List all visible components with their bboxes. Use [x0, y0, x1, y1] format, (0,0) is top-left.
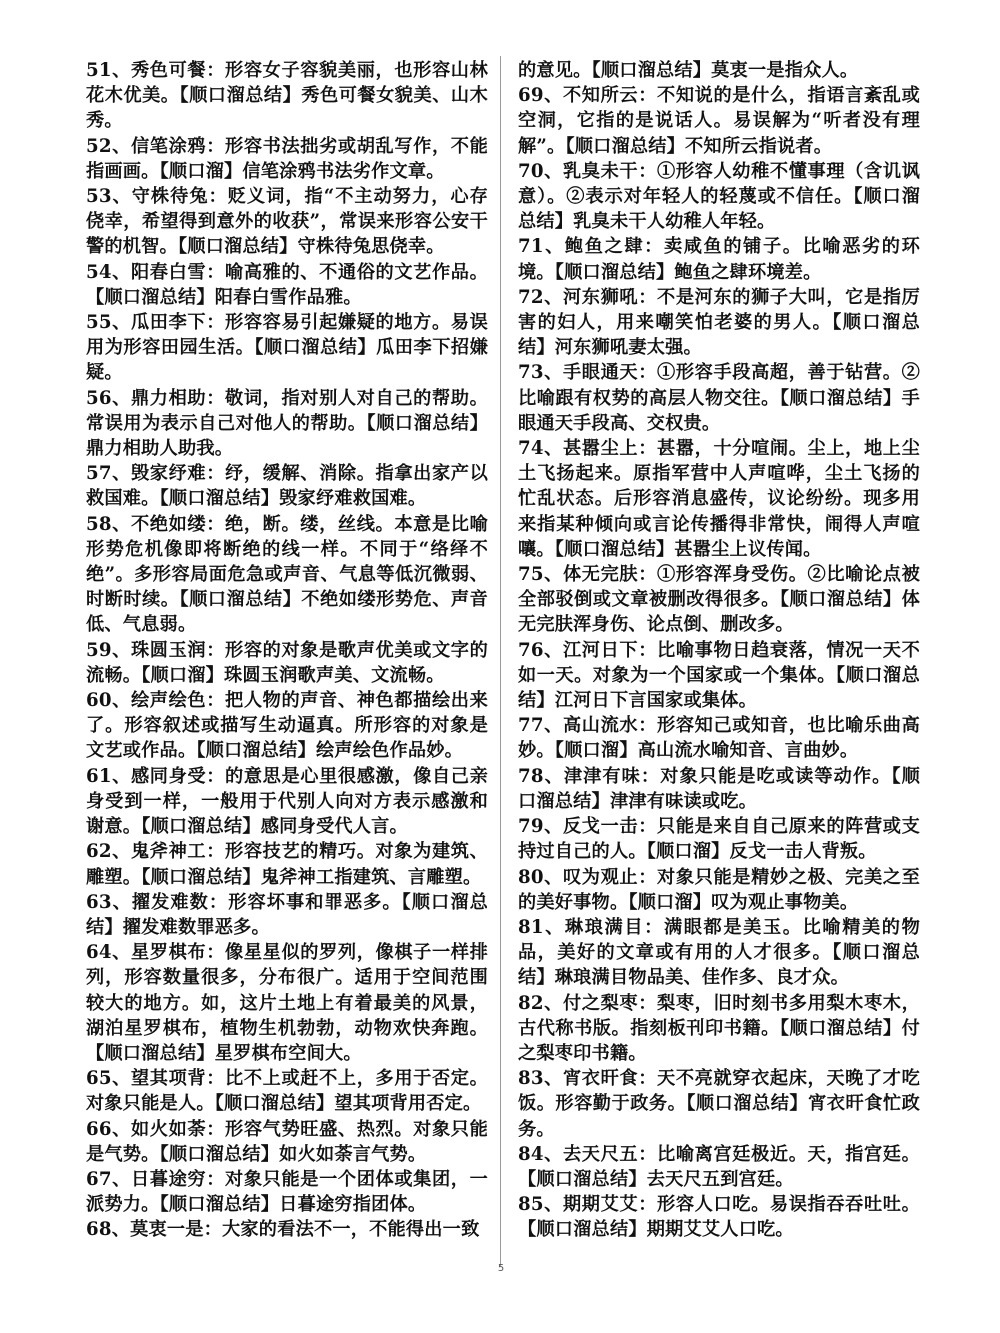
idiom-entry-81: 81、琳琅满目：满眼都是美玉。比喻精美的物品，美好的文章或有用的人才很多。【顺口溜总结】琳琅满目物品美、佳作多、良才众。 — [518, 916, 920, 989]
idiom-entry-74: 74、甚嚣尘上：甚嚣，十分喧闹。尘上，地上尘土飞扬起来。原指军营中人声喧哗，尘土飞扬的忙乱状态。后形容消息盛传，议论纷纷。现多用来指某种倾向或言论传播得非常快，闹得人声喧嚷。【顺口溜总结】甚嚣尘上议传闻。 — [518, 438, 920, 560]
page-number: 5 — [497, 1263, 505, 1274]
idiom-entry-68: 68、莫衷一是：大家的看法不一，不能得出一致 — [86, 1219, 480, 1241]
idiom-entry-55: 55、瓜田李下：形容容易引起嫌疑的地方。易误用为形容田园生活。【顺口溜总结】瓜田李下招嫌疑。 — [86, 312, 488, 384]
idiom-entry-65: 65、望其项背：比不上或赶不上，多用于否定。对象只能是人。【顺口溜总结】望其项背用否定。 — [86, 1068, 488, 1115]
idiom-entry-66: 66、如火如荼：形容气势旺盛、热烈。对象只能是气势。【顺口溜总结】如火如荼言气势。 — [86, 1118, 488, 1165]
idiom-entry-83: 83、宵衣旰食：天不亮就穿衣起床，天晚了才吃饭。形容勤于政务。【顺口溜总结】宵衣旰食忙政务。 — [518, 1068, 920, 1140]
idiom-entry-63: 63、擢发难数：形容坏事和罪恶多。【顺口溜总结】擢发难数罪恶多。 — [86, 891, 488, 938]
idiom-entry-51: 51、秀色可餐：形容女子容貌美丽，也形容山林花木优美。【顺口溜总结】秀色可餐女貌美、山木秀。 — [86, 60, 488, 132]
idiom-entry-60: 60、绘声绘色：把人物的声音、神色都描绘出来了。形容叙述或描写生动逼真。所形容的对象是文艺或作品。【顺口溜总结】绘声绘色作品妙。 — [86, 690, 488, 762]
idiom-entry-78: 78、津津有味：对象只能是吃或读等动作。【顺口溜总结】津津有味读或吃。 — [518, 765, 920, 812]
idiom-entry-53: 53、守株待兔：贬义词，指“不主动努力，心存侥幸，希望得到意外的收获”，常误来形容公安干警的机智。【顺口溜总结】守株待兔思侥幸。 — [86, 186, 488, 258]
idiom-entry-61: 61、感同身受：的意思是心里很感激，像自己亲身受到一样，一般用于代别人向对方表示感激和谢意。【顺口溜总结】感同身受代人言。 — [86, 765, 488, 838]
idiom-entry-75: 75、体无完肤：①形容浑身受伤。②比喻论点被全部驳倒或文章被删改得很多。【顺口溜总结】体无完肤浑身伤、论点倒、删改多。 — [518, 564, 920, 636]
idiom-entry-64: 64、星罗棋布：像星星似的罗列，像棋子一样排列，形容数量很多，分布很广。适用于空间范围较大的地方。如，这片土地上有着最美的风景，湖泊星罗棋布，植物生机勃勃，动物欢快奔跑。【顺口溜总结】星罗棋布空间大。 — [86, 942, 488, 1064]
idiom-entry-57: 57、毁家纾难：纾，缓解、消除。指拿出家产以救国难。【顺口溜总结】毁家纾难救国难。 — [86, 463, 488, 510]
idiom-entry-67: 67、日暮途穷：对象只能是一个团体或集团，一派势力。【顺口溜总结】日暮途穷指团体。 — [86, 1168, 488, 1216]
idiom-entry-73: 73、手眼通天：①形容手段高超，善于钻营。②比喻跟有权势的高层人物交往。【顺口溜总结】手眼通天手段高、交权贵。 — [518, 362, 920, 434]
idiom-entry-52: 52、信笔涂鸦：形容书法拙劣或胡乱写作，不能指画画。【顺口溜】信笔涂鸦书法劣作文章。 — [86, 135, 488, 182]
idiom-entry-70: 70、乳臭未干：①形容人幼稚不懂事理（含讥讽意）。②表示对年轻人的轻蔑或不信任。【顺口溜总结】乳臭未干人幼稚人年轻。 — [518, 160, 920, 233]
idiom-entry-62: 62、鬼斧神工：形容技艺的精巧。对象为建筑、雕塑。【顺口溜总结】鬼斧神工指建筑、言雕塑。 — [86, 841, 488, 888]
right-column — [518, 58, 920, 1243]
idiom-entry-59: 59、珠圆玉润：形容的对象是歌声优美或文字的流畅。【顺口溜】珠圆玉润歌声美、文流畅。 — [86, 639, 488, 686]
idiom-entry-72: 72、河东狮吼：不是河东的狮子大叫，它是指厉害的妇人，用来嘲笑怕老婆的男人。【顺口溜总结】河东狮吼妻太强。 — [518, 286, 920, 359]
idiom-entry-69: 69、不知所云：不知说的是什么，指语言紊乱或空洞，它指的是说话人。易误解为“听者没有理解”。【顺口溜总结】不知所云指说者。 — [518, 85, 920, 157]
idiom-entry-76: 76、江河日下：比喻事物日趋衰落，情况一天不如一天。对象为一个国家或一个集体。【顺口溜总结】江河日下言国家或集体。 — [518, 639, 920, 712]
idiom-entry-84: 84、去天尺五：比喻离宫廷极近。天，指宫廷。【顺口溜总结】去天尺五到宫廷。 — [518, 1143, 920, 1190]
column-divider — [500, 56, 501, 1266]
left-column — [86, 58, 488, 1243]
idiom-entry-68-continued: 的意见。【顺口溜总结】莫衷一是指众人。 — [518, 60, 859, 81]
idiom-entry-56: 56、鼎力相助：敬词，指对别人对自己的帮助。常误用为表示自己对他人的帮助。【顺口溜总结】鼎力相助人助我。 — [86, 387, 488, 460]
idiom-entry-77: 77、高山流水：形容知己或知音，也比喻乐曲高妙。【顺口溜】高山流水喻知音、言曲妙。 — [518, 715, 920, 762]
idiom-entry-82: 82、付之梨枣：梨枣，旧时刻书多用梨木枣木，古代称书版。指刻板刊印书籍。【顺口溜总结】付之梨枣印书籍。 — [518, 992, 920, 1064]
idiom-entry-79: 79、反戈一击：只能是来自自己原来的阵营或支持过自己的人。【顺口溜】反戈一击人背叛。 — [518, 816, 920, 863]
idiom-entry-80: 80、叹为观止：对象只能是精妙之极、完美之至的美好事物。【顺口溜】叹为观止事物美。 — [518, 866, 920, 913]
idiom-entry-85: 85、期期艾艾：形容人口吃。易误指吞吞吐吐。【顺口溜总结】期期艾艾人口吃。 — [518, 1194, 920, 1241]
idiom-entry-54: 54、阳春白雪：喻高雅的、不通俗的文艺作品。【顺口溜总结】阳春白雪作品雅。 — [86, 261, 488, 308]
idiom-entry-58: 58、不绝如缕：绝，断。缕，丝线。本意是比喻形势危机像即将断绝的线一样。不同于“络绎不绝”。多形容局面危急或声音、气息等低沉微弱、时断时续。【顺口溜总结】不绝如缕形势危、声音低、气息弱。 — [86, 513, 488, 636]
idiom-entry-71: 71、鲍鱼之肆：卖咸鱼的铺子。比喻恶劣的环境。【顺口溜总结】鲍鱼之肆环境差。 — [518, 236, 920, 283]
